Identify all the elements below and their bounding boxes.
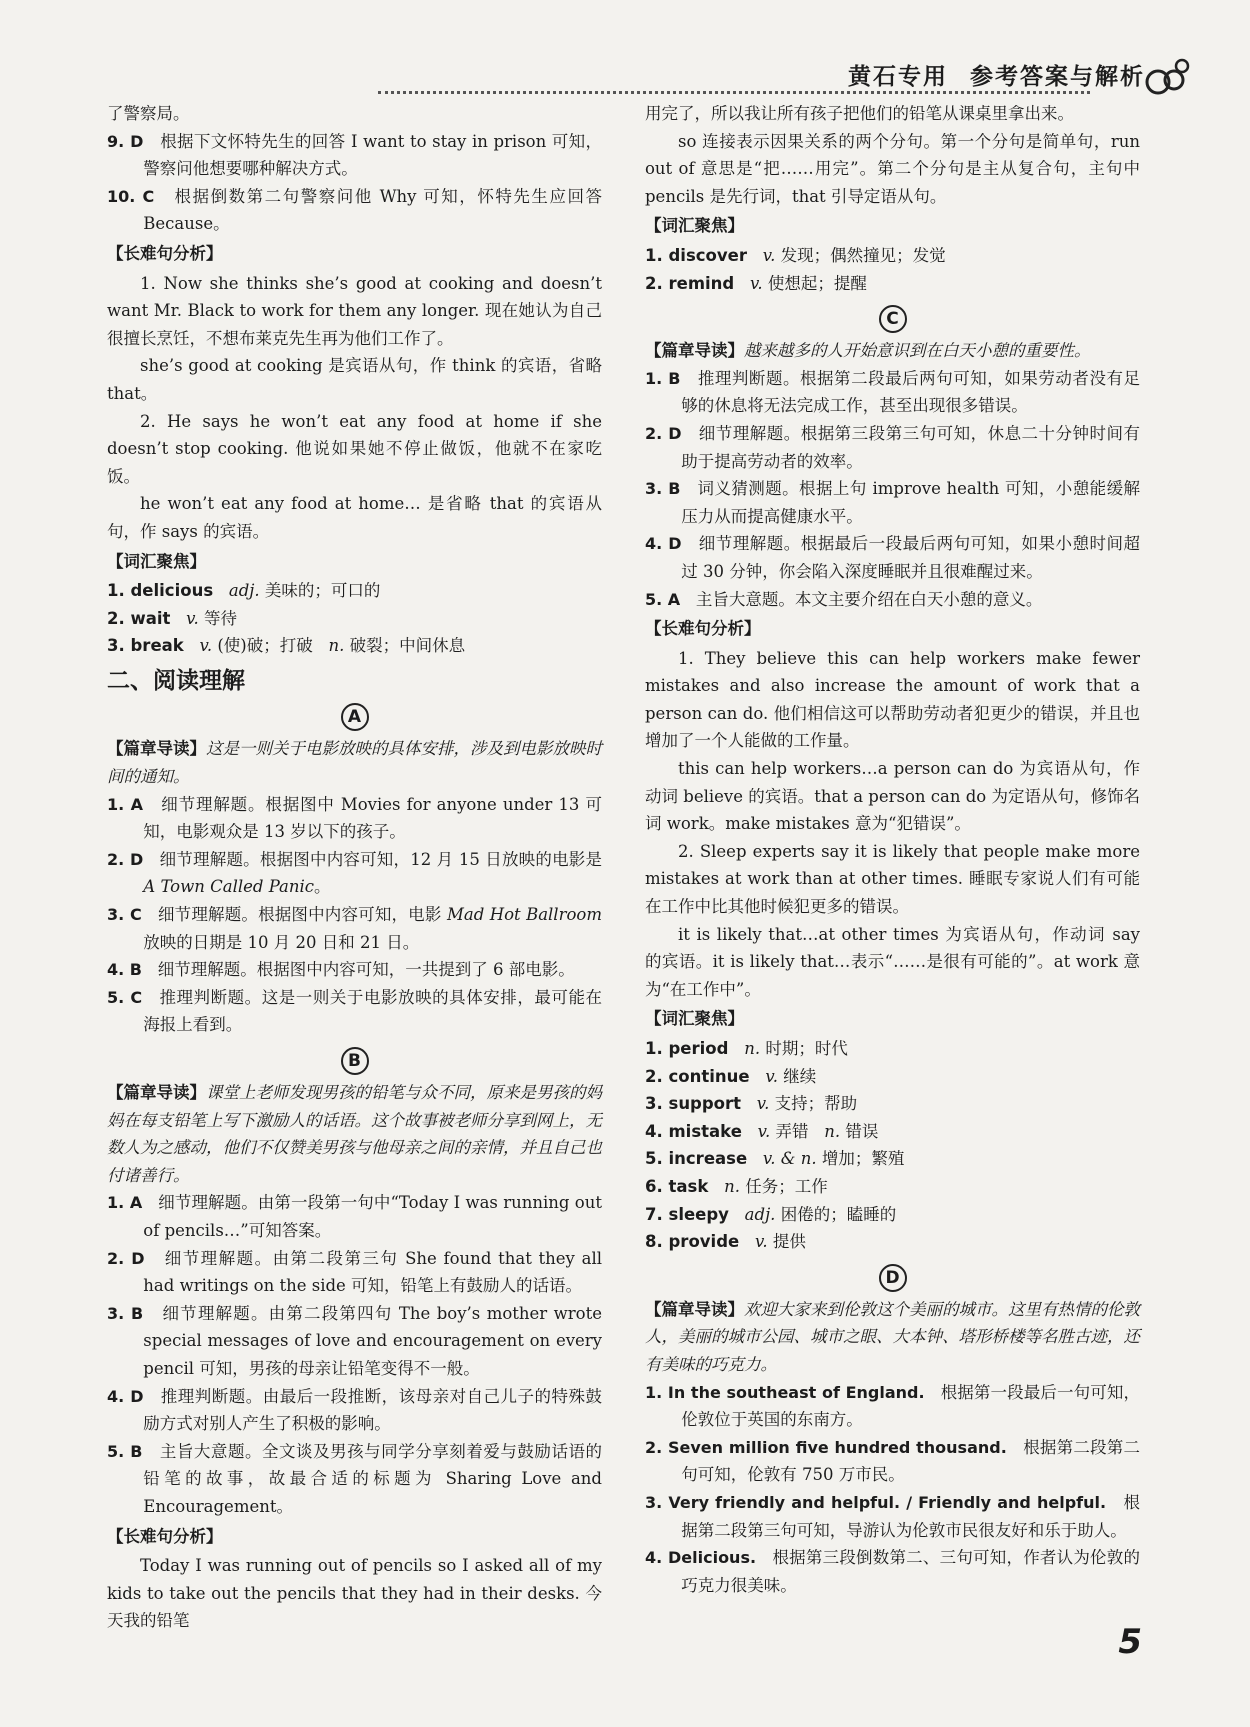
long-sentence-label: 【长难句分析】	[645, 619, 761, 639]
answer-item: 3. B 细节理解题。由第二段第四句 The boy’s mother wrote special messages of love and encouragement on every pencil 可知，男孩的母亲让铅笔变得不一般。	[107, 1303, 602, 1378]
section-heading: 二、阅读理解	[107, 667, 245, 694]
answer-item: 1. In the southeast of England. 根据第一段最后一句可知，伦敦位于英国的东南方。	[645, 1382, 1140, 1430]
passage-guide: 【篇章导读】欢迎大家来到伦敦这个美丽的城市。这里有热情的伦敦人，美丽的城市公园、城市之眼、大本钟、塔形桥楼等名胜古迹，还有美味的巧克力。	[645, 1299, 1140, 1374]
vocab-item: 8. provide v. 提供	[645, 1232, 806, 1252]
answer-item: 1. A 细节理解题。由第一段第一句中“Today I was running out of pencils…”可知答案。	[107, 1193, 602, 1240]
vocab-list	[645, 1035, 1140, 1256]
header-divider	[378, 91, 1090, 94]
carry-text: 用完了，所以我让所有孩子把他们的铅笔从课桌里拿出来。	[645, 104, 1074, 123]
long-sentence: 1. They believe this can help workers make fewer mistakes and also increase the amount of work that a person can do. 他们相信这可以帮助劳动者犯更少的错误，并且也增加了一个人能做的工作量。	[645, 648, 1140, 751]
long-sentence: Today I was running out of pencils so I asked all of my kids to take out the pencils that they had in their desks. 今天我的铅笔	[107, 1556, 602, 1631]
vocab-item: 2. remind v. 使想起；提醒	[645, 273, 867, 293]
passage-marker-c: C	[879, 305, 907, 333]
passage-guide: 【篇章导读】越来越多的人开始意识到在白天小憩的重要性。	[645, 341, 1091, 361]
passage-marker-b: B	[341, 1047, 369, 1075]
header-logo-icon	[1144, 56, 1190, 96]
answer-item: 2. D 细节理解题。根据图中内容可知，12 月 15 日放映的电影是 A Town Called Panic。	[107, 849, 602, 897]
vocab-item: 1. period n. 时期；时代	[645, 1039, 848, 1058]
vocab-list	[645, 242, 1140, 297]
long-sentence: 2. Sleep experts say it is likely that people make more mistakes at work than at other times. 睡眠专家说人们有可能在工作中比其他时候犯更多的错误。	[645, 841, 1140, 917]
passage-marker-a: A	[341, 703, 369, 731]
answer-item: 1. A 细节理解题。根据图中 Movies for anyone under 13 可知，电影观众是 13 岁以下的孩子。	[107, 794, 602, 842]
answer-item: 5. B 主旨大意题。全文谈及男孩与同学分享刻着爱与鼓励话语的铅笔的故事，故最合适的标题为 Sharing Love and Encouragement。	[107, 1441, 603, 1516]
vocab-label: 【词汇聚焦】	[645, 216, 744, 236]
answer-item: 2. Seven million five hundred thousand. 根据第二段第二句可知，伦敦有 750 万市民。	[645, 1437, 1140, 1485]
vocab-item: 2. wait v. 等待	[107, 608, 238, 628]
header-subtitle: 参考答案与解析	[970, 64, 1145, 90]
header-brand: 黄石专用	[848, 64, 948, 90]
long-sentence-note: he won’t eat any food at home… 是省略 that 的宾语从句，作 says 的宾语。	[107, 494, 602, 541]
answer-item: 5. C 推理判断题。这是一则关于电影放映的具体安排，最可能在海报上看到。	[107, 987, 603, 1035]
vocab-item: 4. mistake v. 弄错 n. 错误	[645, 1121, 879, 1141]
answer-item	[107, 183, 602, 238]
answer-text: 根据倒数第二句警察问他 Why 可知，怀特先生应回答 Because。	[143, 186, 602, 234]
vocab-item: 7. sleepy adj. 困倦的；瞌睡的	[645, 1204, 897, 1224]
vocab-item: 3. break v. (使)破；打破 n. 破裂；中间休息	[107, 636, 466, 656]
vocab-item: 5. increase v. & n. 增加；繁殖	[645, 1149, 905, 1169]
page-header	[0, 0, 1250, 100]
carry-text: 了警察局。	[107, 104, 190, 123]
vocab-label: 【词汇聚焦】	[645, 1009, 744, 1029]
vocab-list	[107, 577, 602, 660]
long-sentence-note: this can help workers…a person can do 为宾语从句，作动词 believe 的宾语。that a person can do 为定语从句，修饰名词 work。make mistakes 意为“犯错误”。	[645, 759, 1140, 834]
answer-number: 9. D	[107, 131, 144, 151]
passage-guide: 【篇章导读】课堂上老师发现男孩的铅笔与众不同，原来是男孩的妈妈在每支铅笔上写下激励人的话语。这个故事被老师分享到网上，无数人为之感动，他们不仅赞美男孩与他母亲之间的亲情，并且自己也付诸善行。	[107, 1083, 602, 1185]
page-number: 5	[1118, 1622, 1142, 1662]
right-column	[645, 100, 1140, 1599]
long-sentence-note: she’s good at cooking 是宾语从句，作 think 的宾语，省略 that。	[107, 356, 602, 403]
answer-item: 4. Delicious. 根据第三段倒数第二、三句可知，作者认为伦敦的巧克力很美味。	[645, 1548, 1140, 1595]
left-column	[107, 100, 602, 1635]
answer-item: 3. Very friendly and helpful. / Friendly and helpful. 根据第二段第三句可知，导游认为伦敦市民很友好和乐于助人。	[645, 1492, 1140, 1540]
answer-item: 2. D 细节理解题。根据第三段第三句可知，休息二十分钟时间有助于提高劳动者的效率。	[645, 423, 1140, 471]
vocab-item: 1. delicious adj. 美味的；可口的	[107, 581, 381, 601]
vocab-label: 【词汇聚焦】	[107, 551, 206, 571]
long-sentence-note: so 连接表示因果关系的两个分句。第一个分句是简单句，run out of 意思是“把……用完”。第二个分句是主从复合句，主句中 pencils 是先行词，that 引导定语从句。	[645, 131, 1140, 206]
answer-item: 5. A 主旨大意题。本文主要介绍在白天小憩的意义。	[645, 589, 1043, 609]
answer-item	[107, 128, 602, 183]
answer-text: 根据下文怀特先生的回答 I want to stay in prison 可知，警察问他想要哪种解决方式。	[143, 131, 602, 179]
answer-item: 4. D 细节理解题。根据最后一段最后两句可知，如果小憩时间超过 30 分钟，你会陷入深度睡眠并且很难醒过来。	[645, 534, 1140, 581]
vocab-item: 1. discover v. 发现；偶然撞见；发觉	[645, 245, 946, 265]
answer-item: 1. B 推理判断题。根据第二段最后两句可知，如果劳动者没有足够的休息将无法完成工作，甚至出现很多错误。	[645, 368, 1141, 416]
long-sentence: 2. He says he won’t eat any food at home if she doesn’t stop cooking. 他说如果她不停止做饭，他就不在家吃饭。	[107, 411, 602, 486]
answer-item: 3. C 细节理解题。根据图中内容可知，电影 Mad Hot Ballroom 放映的日期是 10 月 20 日和 21 日。	[107, 905, 602, 952]
answer-item: 4. D 推理判断题。由最后一段推断，该母亲对自己儿子的特殊鼓励方式对别人产生了积极的影响。	[107, 1386, 602, 1434]
answer-item: 3. B 词义猜测题。根据上句 improve health 可知，小憩能缓解压力从而提高健康水平。	[645, 479, 1141, 526]
answer-item: 4. B 细节理解题。根据图中内容可知，一共提到了 6 部电影。	[107, 960, 575, 980]
long-sentence-label: 【长难句分析】	[107, 1526, 223, 1546]
header-title	[848, 58, 1145, 91]
long-sentence-label: 【长难句分析】	[107, 243, 223, 263]
long-sentence: 1. Now she thinks she’s good at cooking and doesn’t want Mr. Black to work for them any longer. 现在她认为自己很擅长烹饪，不想布莱克先生再为他们工作了。	[107, 273, 602, 348]
vocab-item: 3. support v. 支持；帮助	[645, 1094, 858, 1114]
answer-number: 10. C	[107, 186, 155, 206]
vocab-item: 6. task n. 任务；工作	[645, 1176, 828, 1196]
passage-marker-d: D	[879, 1264, 907, 1292]
vocab-item: 2. continue v. 继续	[645, 1066, 817, 1086]
passage-guide: 【篇章导读】这是一则关于电影放映的具体安排，涉及到电影放映时间的通知。	[107, 739, 602, 787]
long-sentence-note: it is likely that…at other times 为宾语从句，作动词 say 的宾语。it is likely that…表示“……是很有可能的”。at work 意为“在工作中”。	[645, 924, 1140, 999]
answer-item: 2. D 细节理解题。由第二段第三句 She found that they all had writings on the side 可知，铅笔上有鼓励人的话语。	[107, 1248, 602, 1296]
